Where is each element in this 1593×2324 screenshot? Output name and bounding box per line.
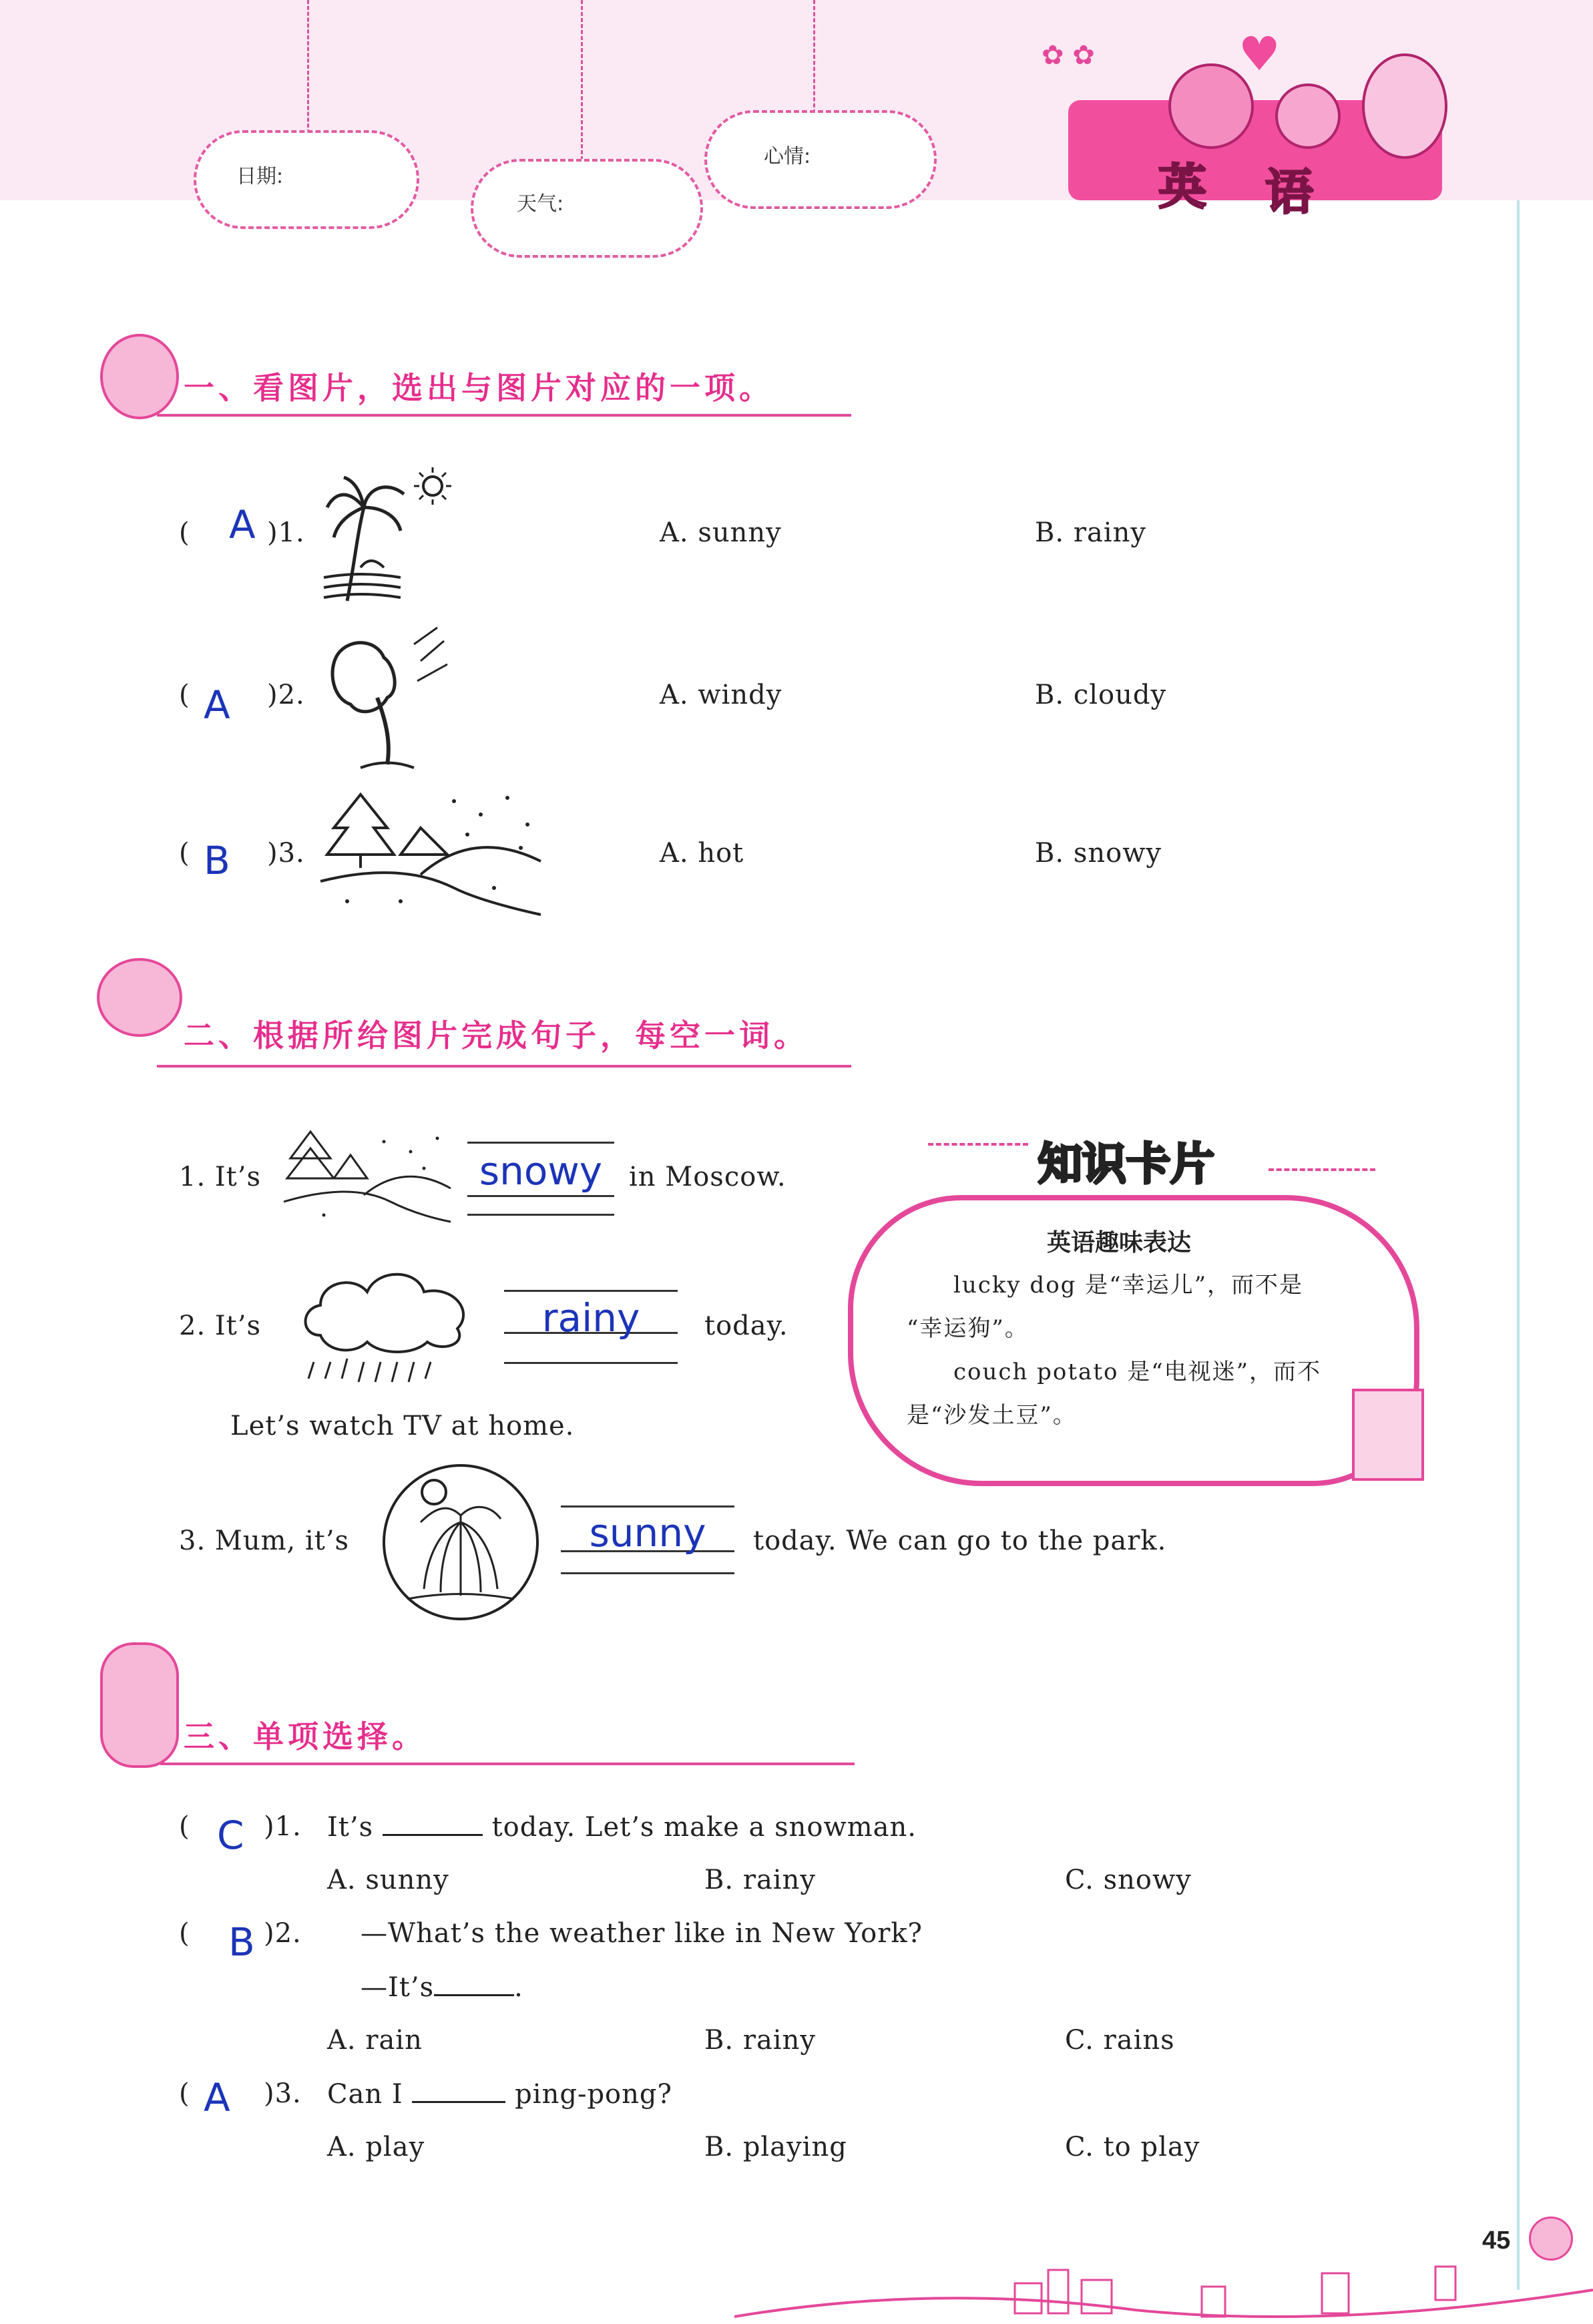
writing-line (467, 1142, 614, 1144)
monkey-mascot-icon (1275, 83, 1341, 149)
knowledge-card (848, 1195, 1419, 1486)
card-line: lucky dog 是“幸运儿”，而不是 (953, 1272, 1304, 1299)
section-underline (160, 1763, 855, 1765)
handwritten-answer: snowy (479, 1148, 603, 1194)
question-number: )3. (264, 2078, 302, 2109)
handwritten-answer: C (217, 1813, 244, 1858)
date-cloud (194, 130, 419, 229)
writing-line (561, 1505, 734, 1507)
snowy-hills-icon (284, 1128, 451, 1228)
question-stem: It’s today. Let’s make a snowman. (327, 1812, 917, 1843)
option-b: B. cloudy (1035, 680, 1167, 710)
sentence-suffix: today. We can go to the park. (753, 1526, 1167, 1556)
writing-line (467, 1195, 614, 1197)
card-line: 是“沙发土豆”。 (907, 1402, 1077, 1429)
section-mascot-icon (100, 334, 179, 419)
sunny-willow-icon (381, 1462, 541, 1622)
card-title-deco (1269, 1168, 1375, 1171)
bunny-mascot-icon (1362, 53, 1447, 159)
question-number: )1. (264, 1811, 302, 1842)
subject-char: 英 (1158, 159, 1207, 215)
card-line: couch potato 是“电视迷”，而不 (953, 1359, 1322, 1385)
option-c: C. rains (1065, 2025, 1175, 2056)
weather-label: 天气: (517, 192, 564, 216)
hanging-string (813, 0, 815, 113)
answer-paren: ( (179, 517, 190, 548)
hanging-string (581, 0, 583, 160)
answer-paren: ( (179, 838, 190, 869)
answer-paren: ( (179, 1811, 190, 1842)
sentence-prefix: 1. It’s (179, 1162, 261, 1192)
snowy-hills-icon (320, 788, 547, 921)
mood-label: 心情: (764, 145, 811, 168)
hanging-string (307, 0, 309, 134)
page-number: 45 (1482, 2227, 1511, 2255)
writing-line (467, 1214, 614, 1216)
option-a: A. sunny (660, 517, 782, 548)
handwritten-answer: B (204, 838, 230, 883)
question-number: )2. (264, 1918, 302, 1949)
handwritten-answer: B (228, 1919, 255, 1965)
option-b: B. rainy (1035, 517, 1146, 548)
option-b: B. snowy (1035, 838, 1162, 869)
heart-balloon-icon: ♥ (1238, 27, 1281, 81)
question-number: )3. (267, 838, 305, 869)
subject-char: 语 (1265, 164, 1314, 220)
sentence-prefix: 2. It’s (179, 1311, 261, 1341)
writing-line (561, 1572, 734, 1574)
option-a: A. windy (660, 680, 782, 710)
option-a: A. rain (327, 2025, 423, 2056)
answer-paren: ( (179, 680, 190, 710)
handwritten-answer: A (229, 502, 256, 547)
weather-cloud (471, 159, 703, 258)
answer-blank (434, 1971, 514, 1996)
question-number: )2. (267, 680, 305, 710)
sentence-prefix: 3. Mum, it’s (179, 1526, 350, 1556)
option-b: B. playing (704, 2132, 847, 2162)
option-c: C. to play (1065, 2132, 1200, 2162)
section-mascot-icon (97, 958, 182, 1037)
palm-tree-sun-icon (320, 461, 461, 608)
question-stem: Can I ping-pong? (327, 2079, 672, 2110)
sentence-suffix: in Moscow. (629, 1162, 786, 1192)
sentence-line: Let’s watch TV at home. (230, 1411, 575, 1441)
windy-tree-icon (320, 624, 454, 771)
option-a: A. play (327, 2132, 425, 2162)
section-title: 二、根据所给图片完成句子，每空一词。 (184, 1017, 809, 1054)
handwritten-answer: A (204, 682, 230, 728)
card-line: “幸运狗”。 (907, 1315, 1029, 1342)
answer-paren: ( (179, 2078, 190, 2109)
handwritten-answer: A (204, 2075, 230, 2120)
handwritten-answer: sunny (589, 1510, 706, 1556)
card-subtitle: 英语趣味表达 (1047, 1229, 1192, 1256)
writing-line (504, 1362, 678, 1364)
right-margin-rule (1517, 200, 1520, 2290)
sentence-suffix: today. (704, 1311, 788, 1341)
card-title: 知识卡片 (1038, 1138, 1214, 1190)
house-deco-icon (1352, 1389, 1424, 1481)
section-title: 一、看图片，选出与图片对应的一项。 (184, 370, 774, 406)
mood-cloud (704, 110, 937, 209)
question-stem: —What’s the weather like in New York? (361, 1918, 923, 1949)
option-a: A. hot (660, 838, 744, 869)
section-mascot-icon (100, 1642, 179, 1768)
option-c: C. snowy (1065, 1865, 1192, 1895)
answer-paren: ( (179, 1918, 190, 1949)
rain-cloud-icon (300, 1262, 481, 1395)
card-title-deco (928, 1143, 1028, 1146)
date-label: 日期: (236, 165, 284, 188)
section-underline (157, 1065, 851, 1068)
answer-blank (412, 2078, 505, 2103)
question-number: )1. (267, 517, 305, 548)
bottom-town-deco-icon (734, 2243, 1593, 2324)
flower-deco-icon: ✿ ✿ (1042, 40, 1095, 71)
option-a: A. sunny (327, 1865, 449, 1895)
handwritten-answer: rainy (541, 1295, 640, 1341)
option-b: B. rainy (704, 1865, 816, 1895)
page-corner-deco-icon (1529, 2217, 1573, 2261)
question-stem: —It’s . (361, 1972, 523, 2003)
answer-blank (383, 1811, 483, 1836)
writing-line (504, 1290, 678, 1292)
option-b: B. rainy (704, 2025, 816, 2056)
section-title: 三、单项选择。 (184, 1718, 427, 1755)
section-underline (157, 414, 851, 417)
